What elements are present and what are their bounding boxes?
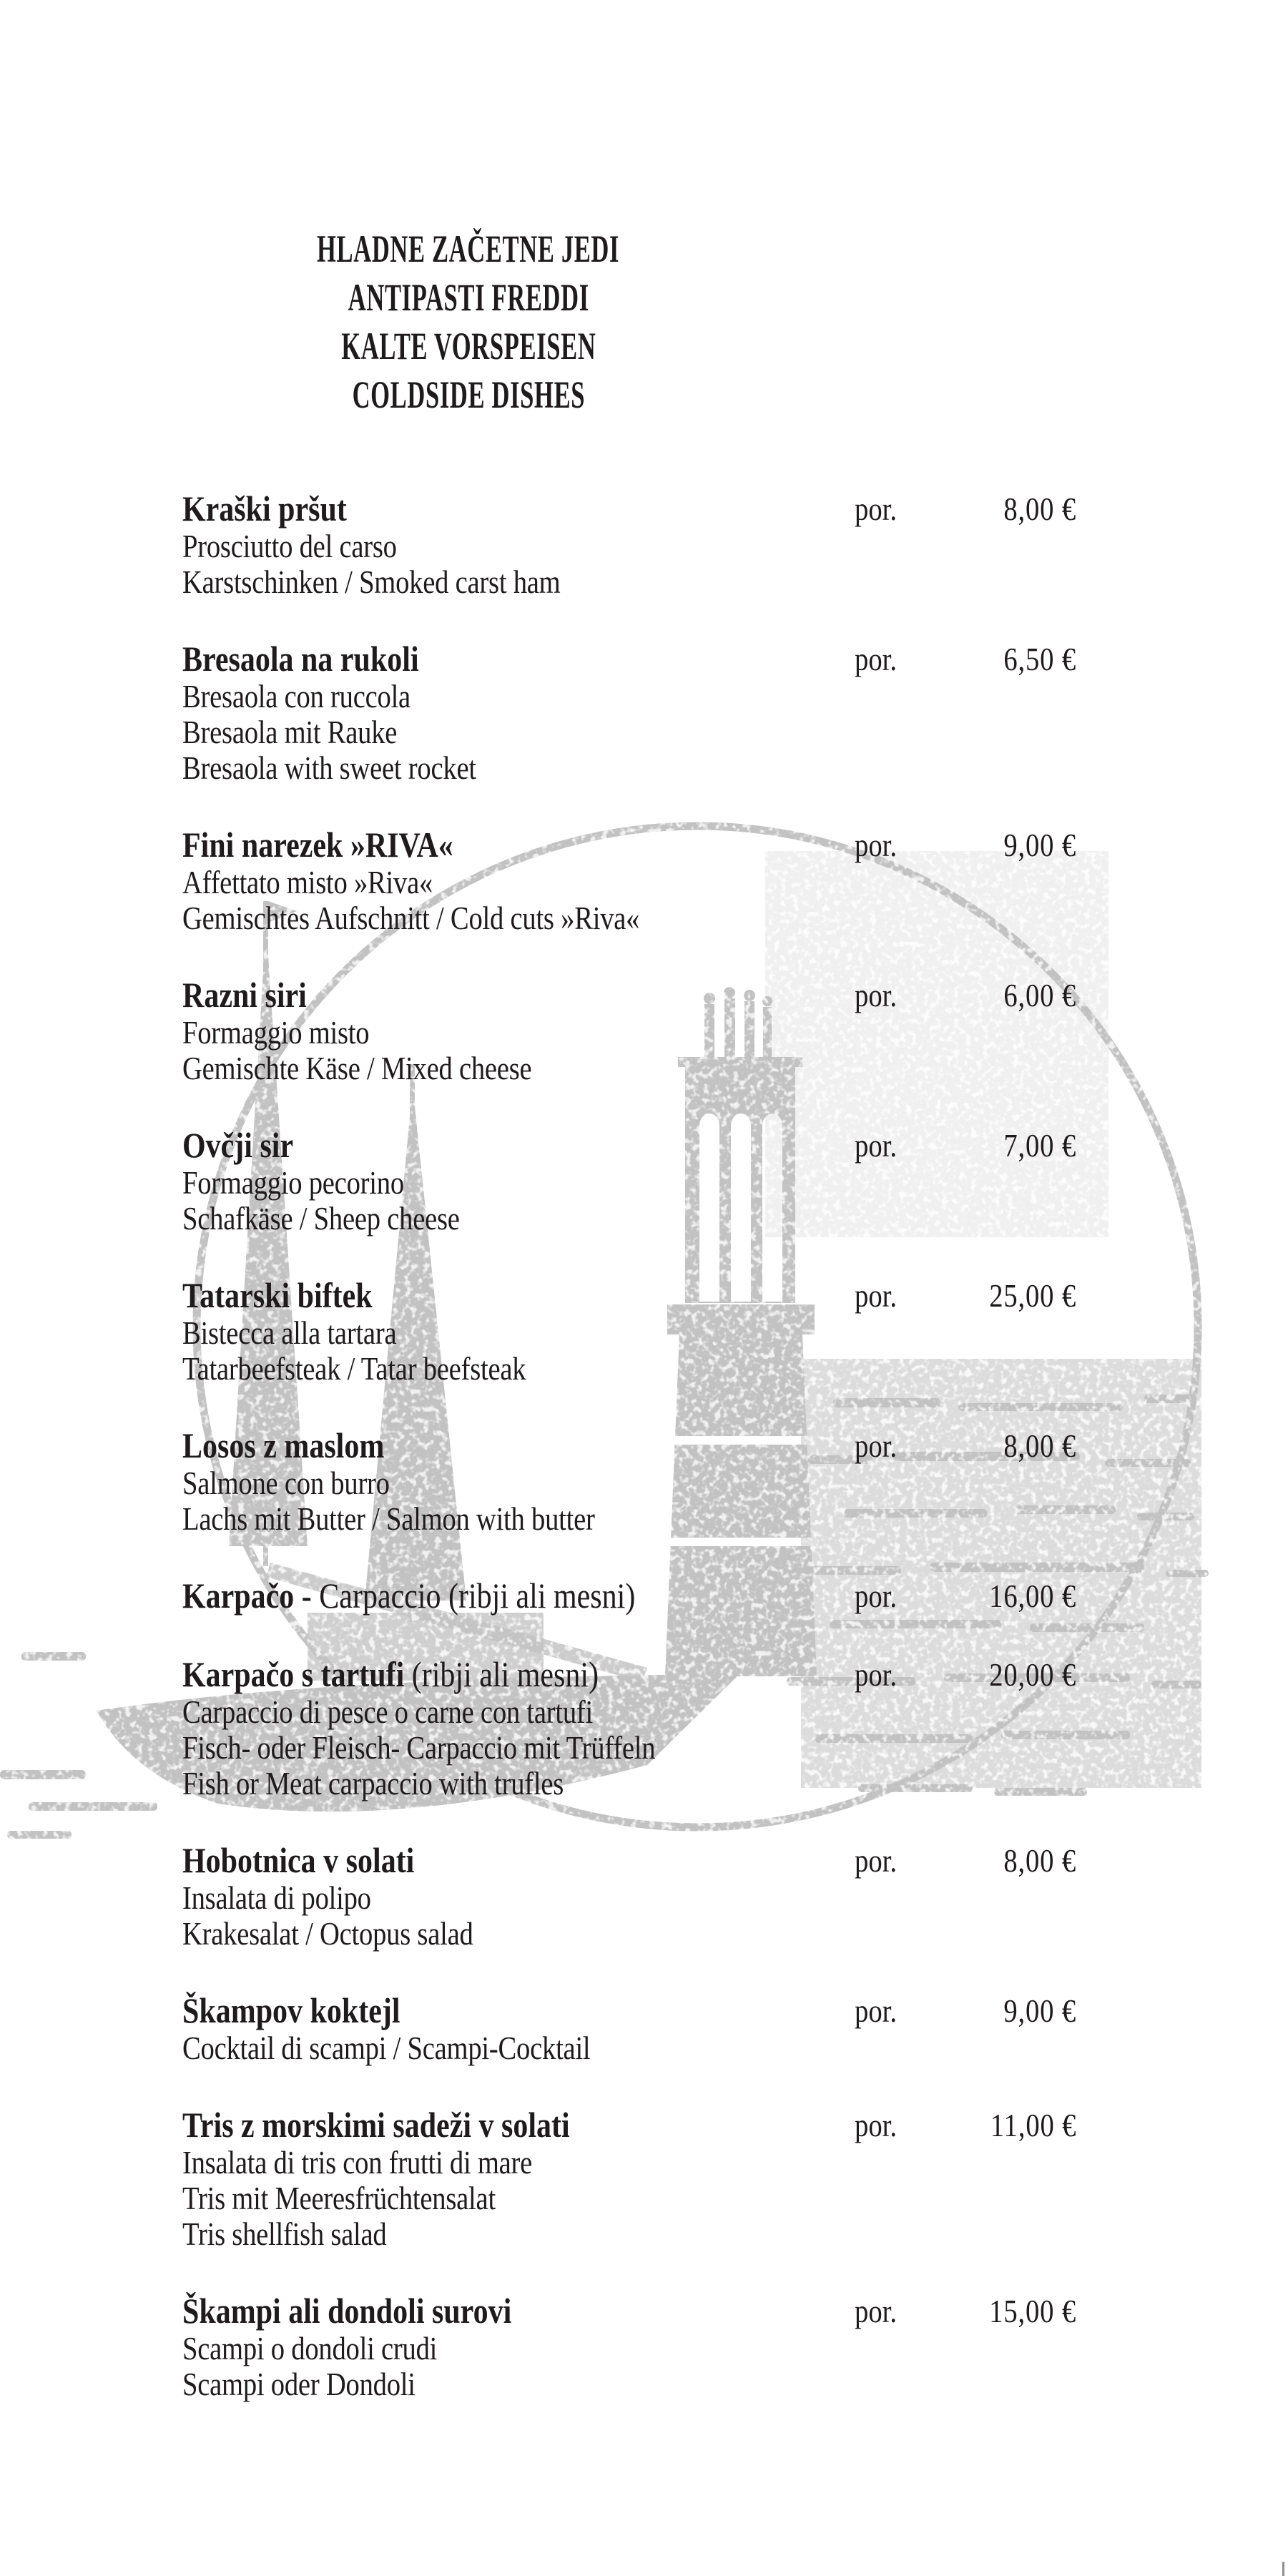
dish-name-text: Škampi ali dondoli surovi xyxy=(182,2291,512,2331)
portion-label-text: por. xyxy=(855,1992,898,2029)
dish-description-line xyxy=(182,529,1076,564)
dish-name xyxy=(182,1126,315,1165)
dish-name xyxy=(182,489,378,529)
dish-name xyxy=(182,1991,442,2030)
price xyxy=(990,1991,1076,2030)
dish-description-text: Gemischtes Aufschnitt / Cold cuts »Riva« xyxy=(182,900,640,936)
dish-name xyxy=(182,2105,644,2145)
price-text: 11,00 € xyxy=(990,2107,1076,2143)
menu-item-row xyxy=(182,1426,1076,1465)
menu-title xyxy=(181,225,756,419)
dish-descriptions xyxy=(182,1165,1076,1237)
dish-description-line xyxy=(182,1730,1076,1766)
menu-item-row xyxy=(182,1276,1076,1315)
portion-label xyxy=(855,1276,905,1315)
portion-label xyxy=(855,1841,905,1880)
dish-description-text: Tatarbeefsteak / Tatar beefsteak xyxy=(182,1350,526,1387)
dish-description-line xyxy=(182,2331,1076,2366)
dish-descriptions xyxy=(182,865,1076,936)
menu-item xyxy=(182,975,1076,1086)
dish-descriptions xyxy=(182,679,1076,786)
portion-label xyxy=(855,825,905,865)
dish-description-line xyxy=(182,2030,1076,2066)
price-text: 7,00 € xyxy=(1003,1127,1076,1164)
dish-descriptions xyxy=(182,1694,1076,1801)
dish-name-text: Fini narezek »RIVA« xyxy=(182,825,453,865)
dish-description-line xyxy=(182,1465,1076,1501)
dish-description-text: Fish or Meat carpaccio with trufles xyxy=(182,1765,564,1801)
menu-title-line-italian xyxy=(181,273,756,322)
dish-description-line xyxy=(182,750,1076,786)
dish-name-text: Tatarski biftek xyxy=(182,1275,373,1315)
dish-description-text: Carpaccio di pesce o carne con tartufi xyxy=(182,1693,594,1730)
dish-description-line xyxy=(182,564,1076,600)
menu-item xyxy=(182,1576,1076,1616)
menu-item-row xyxy=(182,489,1076,529)
dish-description-line xyxy=(182,2145,1076,2181)
portion-label xyxy=(855,1426,905,1465)
portion-label xyxy=(855,2291,905,2331)
dish-name-text: Bresaola na rukoli xyxy=(182,639,419,679)
price xyxy=(990,825,1076,865)
dish-name xyxy=(182,639,464,679)
dish-description-line xyxy=(182,865,1076,900)
portion-label-text: por. xyxy=(855,1427,898,1464)
portion-label xyxy=(855,975,905,1015)
dish-description-text: Affettato misto »Riva« xyxy=(182,864,433,900)
dish-descriptions xyxy=(182,1880,1076,1952)
dish-description-text: Karstschinken / Smoked carst ham xyxy=(182,564,561,600)
price-text: 20,00 € xyxy=(989,1656,1076,1693)
menu-item xyxy=(182,1991,1076,2066)
dish-description-line xyxy=(182,1165,1076,1201)
dish-description-text: Prosciutto del carso xyxy=(182,528,397,564)
dish-description-text: Krakesalat / Octopus salad xyxy=(182,1915,473,1952)
menu-item xyxy=(182,1276,1076,1387)
dish-description-line xyxy=(182,1201,1076,1237)
portion-label-text: por. xyxy=(855,491,898,527)
dish-name-text: Karpačo s tartufi (ribji ali mesni) xyxy=(182,1654,599,1694)
dish-name xyxy=(182,1576,722,1616)
dish-name-text: Ovčji sir xyxy=(182,1125,294,1165)
dish-description-text: Fisch- oder Fleisch- Carpaccio mit Trüffeln xyxy=(182,1729,656,1766)
price-text: 16,00 € xyxy=(989,1578,1076,1614)
price xyxy=(990,1426,1076,1465)
dish-description-text: Gemischte Käse / Mixed cheese xyxy=(182,1050,532,1086)
dish-name-text: Kraški pršut xyxy=(182,488,347,529)
dish-description-line xyxy=(182,1351,1076,1387)
dish-descriptions xyxy=(182,1015,1076,1086)
dish-descriptions xyxy=(182,1465,1076,1537)
menu-title-line-german xyxy=(181,322,756,370)
dish-name xyxy=(182,1655,678,1694)
dish-name-text: Hobotnica v solati xyxy=(182,1840,415,1880)
dish-description-line xyxy=(182,2366,1076,2402)
dish-name-text: Tris z morskimi sadeži v solati xyxy=(182,2105,570,2145)
menu-item xyxy=(182,1126,1076,1237)
portion-label-text: por. xyxy=(855,2107,898,2143)
menu-item-row xyxy=(182,2291,1076,2331)
dish-description-text: Bistecca alla tartara xyxy=(182,1314,397,1351)
dish-description-text: Salmone con burro xyxy=(182,1465,390,1501)
dish-description-line xyxy=(182,1315,1076,1351)
dish-description-text: Insalata di polipo xyxy=(182,1879,371,1916)
menu-item-row xyxy=(182,2105,1076,2145)
menu-item xyxy=(182,825,1076,936)
menu-item-row xyxy=(182,1576,1076,1616)
portion-label-text: por. xyxy=(855,2293,898,2329)
dish-description-line xyxy=(182,900,1076,936)
dish-name-text: Razni siri xyxy=(182,975,307,1015)
menu-item xyxy=(182,2105,1076,2252)
portion-label xyxy=(855,1126,905,1165)
menu-item-row xyxy=(182,975,1076,1015)
price xyxy=(990,639,1076,679)
price-text: 8,00 € xyxy=(1003,1427,1076,1464)
dish-description-line xyxy=(182,679,1076,714)
portion-label xyxy=(855,489,905,529)
menu-item-row xyxy=(182,825,1076,865)
dish-descriptions xyxy=(182,2331,1076,2402)
dish-description-line xyxy=(182,1694,1076,1730)
dish-description-text: Tris shellfish salad xyxy=(182,2216,387,2252)
dish-descriptions xyxy=(182,1315,1076,1387)
portion-label xyxy=(855,639,905,679)
portion-label-text: por. xyxy=(855,1277,898,1314)
dish-name-text: Losos z maslom xyxy=(182,1425,385,1465)
portion-label-text: por. xyxy=(855,1127,898,1164)
dish-descriptions xyxy=(182,2030,1076,2066)
price-text: 6,50 € xyxy=(1003,641,1076,677)
menu-item xyxy=(182,2291,1076,2402)
dish-description-text: Formaggio pecorino xyxy=(182,1164,404,1201)
menu-title-text-sl: HLADNE ZAČETNE JEDI xyxy=(317,227,620,270)
dish-description-text: Bresaola con ruccola xyxy=(182,678,411,714)
price xyxy=(974,2105,1076,2145)
menu-item xyxy=(182,1426,1076,1537)
portion-label-text: por. xyxy=(855,641,898,677)
menu-title-line-slovenian xyxy=(181,225,756,273)
price xyxy=(990,489,1076,529)
menu-item xyxy=(182,1841,1076,1952)
dish-description-text: Cocktail di scampi / Scampi-Cocktail xyxy=(182,2030,591,2066)
dish-description-line xyxy=(182,2181,1076,2216)
price xyxy=(973,1576,1076,1616)
portion-label-text: por. xyxy=(855,1578,898,1614)
dish-name xyxy=(182,1841,458,1880)
dish-description-text: Bresaola mit Rauke xyxy=(182,714,398,750)
scrollbar-artifact[interactable] xyxy=(1282,2562,1284,2576)
price xyxy=(990,1126,1076,1165)
price xyxy=(990,1841,1076,1880)
menu-title-text-it: ANTIPASTI FREDDI xyxy=(348,276,589,319)
menu-item-row xyxy=(182,1655,1076,1694)
dish-description-line xyxy=(182,714,1076,750)
price-text: 15,00 € xyxy=(989,2293,1076,2329)
portion-label xyxy=(855,1655,905,1694)
menu-title-text-en: COLDSIDE DISHES xyxy=(352,373,585,416)
dish-name xyxy=(182,825,505,865)
price xyxy=(973,1655,1076,1694)
menu-item-row xyxy=(182,639,1076,679)
price-text: 8,00 € xyxy=(1003,491,1076,527)
dish-name xyxy=(182,2291,574,2331)
dish-description-line xyxy=(182,2216,1076,2252)
menu-item xyxy=(182,1655,1076,1801)
dish-description-text: Insalata di tris con frutti di mare xyxy=(182,2144,533,2181)
dish-name-text: Škampov koktejl xyxy=(182,1990,400,2030)
portion-label-text: por. xyxy=(855,827,898,863)
price-text: 25,00 € xyxy=(989,1277,1076,1314)
dish-descriptions xyxy=(182,2145,1076,2252)
dish-description-text: Lachs mit Butter / Salmon with butter xyxy=(182,1500,595,1537)
dish-description-line xyxy=(182,1051,1076,1086)
price xyxy=(973,2291,1076,2331)
dish-name-text: Karpačo - Carpaccio (ribji ali mesni) xyxy=(182,1575,636,1616)
dish-description-line xyxy=(182,1916,1076,1952)
dish-description-line xyxy=(182,1501,1076,1537)
portion-label xyxy=(855,1991,905,2030)
menu-item xyxy=(182,639,1076,786)
menu-item-row xyxy=(182,1841,1076,1880)
price xyxy=(973,1276,1076,1315)
dish-description-line xyxy=(182,1766,1076,1801)
price-text: 8,00 € xyxy=(1003,1842,1076,1879)
price-text: 9,00 € xyxy=(1003,827,1076,863)
price-text: 9,00 € xyxy=(1003,1992,1076,2029)
menu-item-row xyxy=(182,1126,1076,1165)
menu-item xyxy=(182,489,1076,600)
dish-description-text: Formaggio misto xyxy=(182,1014,370,1051)
dish-name xyxy=(182,1426,423,1465)
menu-title-text-de: KALTE VORSPEISEN xyxy=(340,325,596,368)
portion-label-text: por. xyxy=(855,977,898,1013)
dish-description-line xyxy=(182,1880,1076,1916)
price xyxy=(990,975,1076,1015)
menu-item-row xyxy=(182,1991,1076,2030)
portion-label xyxy=(855,2105,905,2145)
menu-title-line-english xyxy=(181,370,756,419)
menu-item-list xyxy=(182,489,1076,2442)
dish-description-text: Bresaola with sweet rocket xyxy=(182,749,476,786)
dish-description-text: Scampi o dondoli crudi xyxy=(182,2330,438,2366)
portion-label xyxy=(855,1576,905,1616)
price-text: 6,00 € xyxy=(1003,977,1076,1013)
dish-name xyxy=(182,1276,408,1315)
dish-description-text: Scampi oder Dondoli xyxy=(182,2366,416,2402)
dish-description-text: Tris mit Meeresfrüchtensalat xyxy=(182,2180,496,2216)
portion-label-text: por. xyxy=(855,1842,898,1879)
dish-description-text: Schafkäse / Sheep cheese xyxy=(182,1200,460,1237)
dish-descriptions xyxy=(182,529,1076,600)
dish-description-line xyxy=(182,1015,1076,1051)
portion-label-text: por. xyxy=(855,1656,898,1693)
dish-name xyxy=(182,975,330,1015)
